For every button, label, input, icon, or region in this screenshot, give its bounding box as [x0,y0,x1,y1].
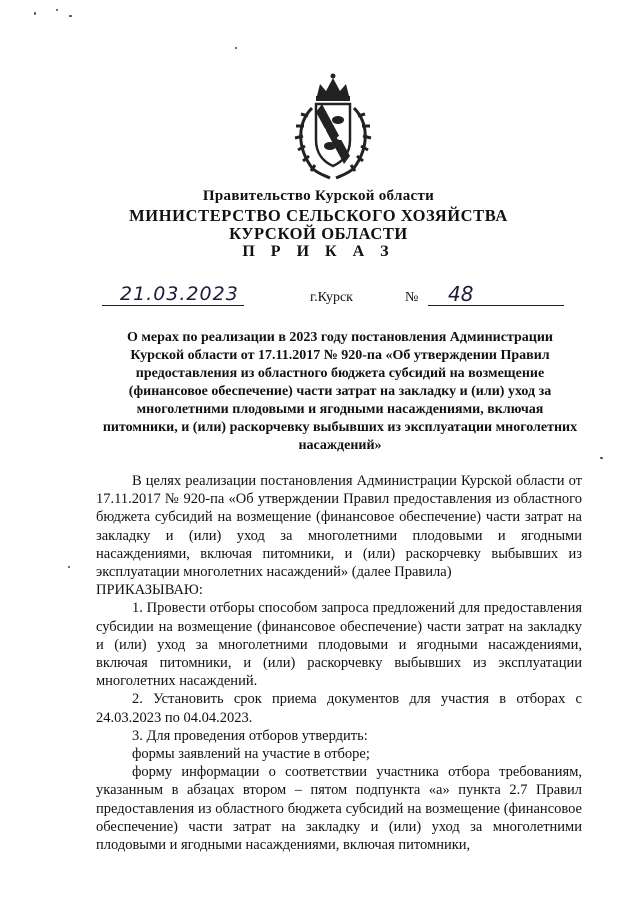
date-underline [102,305,244,306]
item-1: 1. Провести отборы способом запроса предложений для предоставления субсидии на возмещение (финансовое обеспечение) части затрат на закладку и (или) уход за многолетними плодовыми и ягодными насаждениями, включая питомники, и (или) раскорчевку выбывших из эксплуатации многолетних насаждений. [96,600,582,690]
scan-speck [34,12,36,15]
scan-speck [68,566,70,568]
scan-speck [69,15,72,17]
ministry-name-line1: МИНИСТЕРСТВО СЕЛЬСКОГО ХОЗЯЙСТВА [129,206,508,225]
ministry-name-line2: КУРСКОЙ ОБЛАСТИ [229,224,408,243]
item-2: 2. Установить срок приема документов для участия в отборах с 24.03.2023 по 04.04.2023. [96,691,582,726]
preamble-paragraph: В целях реализации постановления Администрации Курской области от 17.11.2017 № 920-па «Об утверждении Правил предоставления из областного бюджета субсидий на возмещение (финансовое обеспечение) части затрат на закладку и (или) уход за многолетними плодовыми и ягодными насаждениями, включая питомники, и (или) раскорчевку выбывших из эксплуатации многолетних насаждений» (далее Правила) [96,473,582,581]
order-title: О мерах по реализации в 2023 году постановления Администрации Курской области от 17.11.2017 № 920-па «Об утверждении Правил предоставления из областного бюджета субсидий на возмещение (финансовое обеспечение) части затрат на закладку и (или) уход за многолетними плодовыми и ягодными насаждениями, включая питомники, и (или) раскорчевку выбывших из эксплуатации многолетних насаждений» [102,330,578,453]
item-3: 3. Для проведения отборов утвердить: [132,727,368,744]
city: г.Курск [310,290,353,305]
order-number: 48 [448,282,474,306]
number-sign: № [405,290,419,305]
item-3-sub-a: формы заявлений на участие в отборе; [132,746,370,763]
order-date: 21.03.2023 [120,283,239,305]
scan-speck [56,9,58,11]
order-body [96,472,582,854]
scan-speck [235,47,237,49]
number-underline [428,305,564,306]
scan-speck [600,457,603,459]
item-3-sub-b: форму информации о соответствии участника отбора требованиям, указанным в абзацах втором – пятом подпункта «а» пункта 2.7 Правил предоставления из областного бюджета субсидий на возмещение (финансовое обеспечение) части затрат на закладку и (или) уход за многолетними плодовыми и ягодными насаждениями, включая питомники, [96,764,582,854]
prikazyvayu-heading: ПРИКАЗЫВАЮ: [96,582,203,599]
kursk-coat-of-arms-icon [290,72,376,180]
government-name: Правительство Курской области [202,188,435,204]
document-type: П Р И К А З [242,243,395,260]
